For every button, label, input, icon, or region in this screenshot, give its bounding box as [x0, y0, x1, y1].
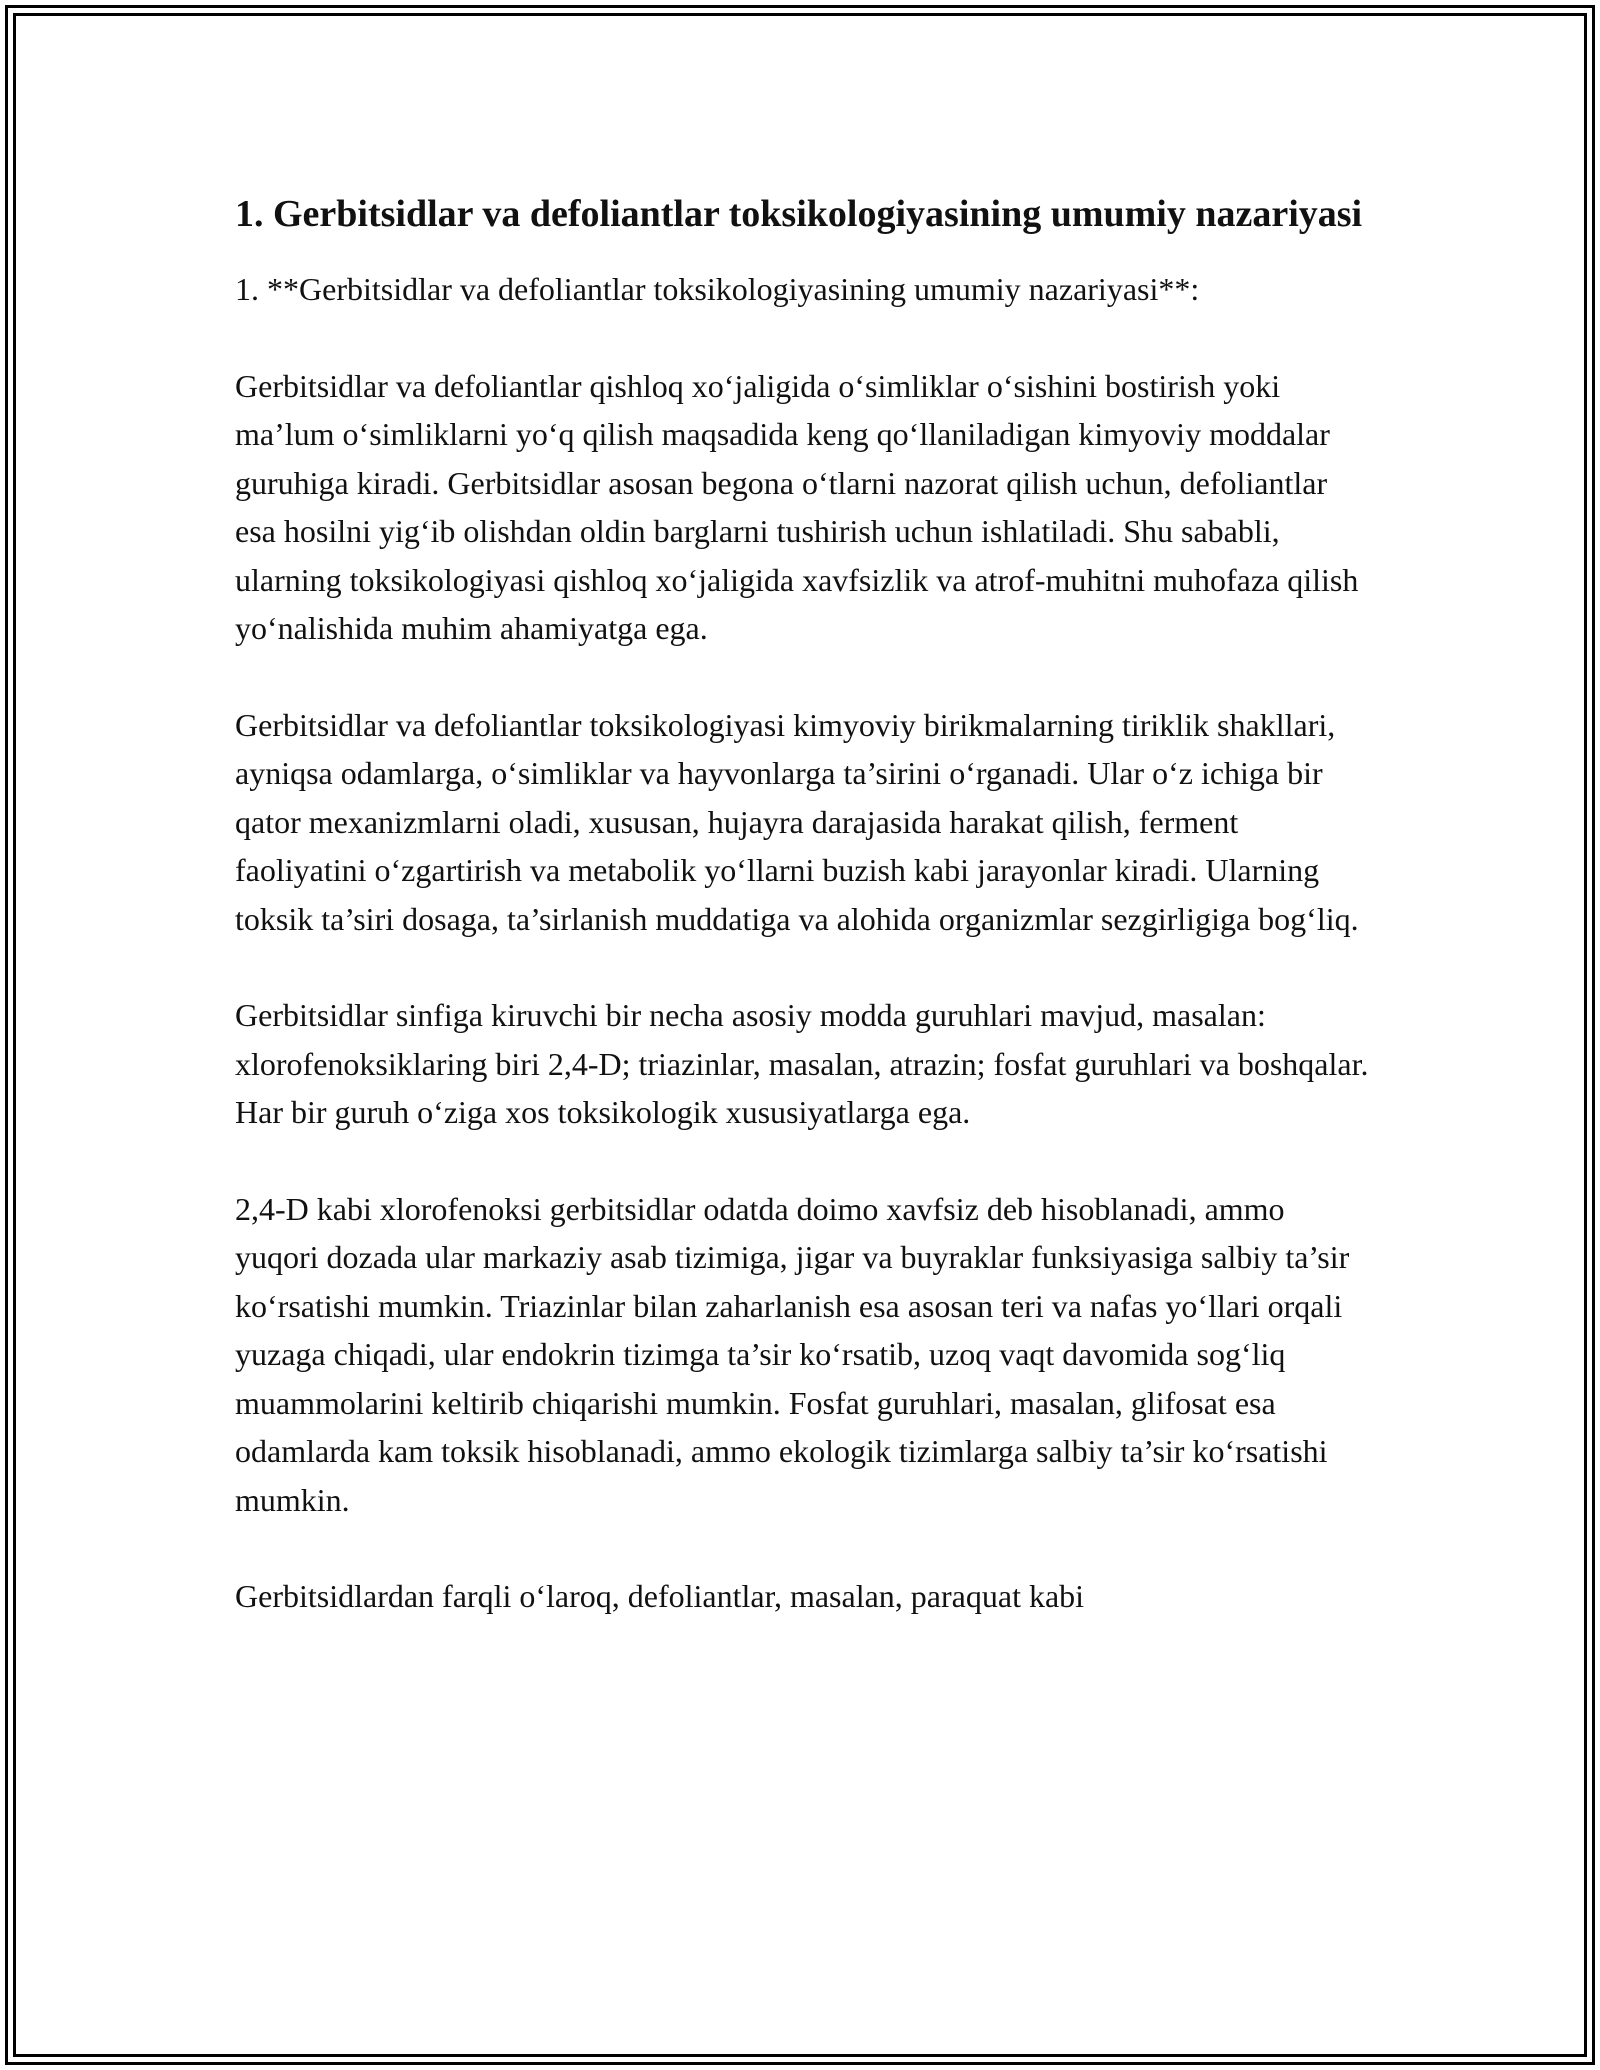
paragraph-6: Gerbitsidlardan farqli o‘laroq, defoliantlar, masalan, paraquat kabi: [235, 1578, 1085, 1614]
document-body: [235, 187, 1375, 1621]
section-heading: 1. Gerbitsidlar va defoliantlar toksikologiyasining umumiy nazariyasi: [235, 193, 1363, 235]
paragraph-3: Gerbitsidlar va defoliantlar toksikologiyasi kimyoviy birikmalarning tiriklik shakllari, ayniqsa odamlarga, o‘simliklar va hayvonlarga ta’sirini o‘rganadi. Ular o‘z ichiga bir qator mexanizmlarni oladi, xususan, hujayra darajasida harakat qilish, ferment faoliyatini o‘zgartirish va metabolik yo‘llarni buzish kabi jarayonlar kiradi. Ularning toksik ta’siri dosaga, ta’sirlanish muddatiga va alohida organizmlar sezgirligiga bog‘liq.: [235, 706, 1359, 937]
paragraph-5: 2,4-D kabi xlorofenoksi gerbitsidlar odatda doimo xavfsiz deb hisoblanadi, ammo yuqori dozada ular markaziy asab tizimiga, jigar va buyraklar funksiyasiga salbiy ta’sir ko‘rsatishi mumkin. Triazinlar bilan zaharlanish esa asosan teri va nafas yo‘llari orqali yuzaga chiqadi, ular endokrin tizimga ta’sir ko‘rsatib, uzoq vaqt davomida sog‘liq muammolarini keltirib chiqarishi mumkin. Fosfat guruhlari, masalan, glifosat esa odamlarda kam toksik hisoblanadi, ammo ekologik tizimlarga salbiy ta’sir ko‘rsatishi mumkin.: [235, 1190, 1350, 1518]
paragraph-4: Gerbitsidlar sinfiga kiruvchi bir necha asosiy modda guruhlari mavjud, masalan: xlorofenoksiklaring biri 2,4-D; triazinlar, masalan, atrazin; fosfat guruhlari va boshqalar. Har bir guruh o‘ziga xos toksikologik xususiyatlarga ega.: [235, 997, 1369, 1130]
paragraph-1: 1. **Gerbitsidlar va defoliantlar toksikologiyasining umumiy nazariyasi**:: [235, 271, 1200, 307]
paragraph-2: Gerbitsidlar va defoliantlar qishloq xo‘jaligida o‘simliklar o‘sishini bostirish yoki ma’lum o‘simliklarni yo‘q qilish maqsadida keng qo‘llaniladigan kimyoviy moddalar guruhiga kiradi. Gerbitsidlar asosan begona o‘tlarni nazorat qilish uchun, defoliantlar esa hosilni yig‘ib olishdan oldin barglarni tushirish uchun ishlatiladi. Shu sababli, ularning toksikologiyasi qishloq xo‘jaligida xavfsizlik va atrof-muhitni muhofaza qilish yo‘nalishida muhim ahamiyatga ega.: [235, 367, 1359, 646]
